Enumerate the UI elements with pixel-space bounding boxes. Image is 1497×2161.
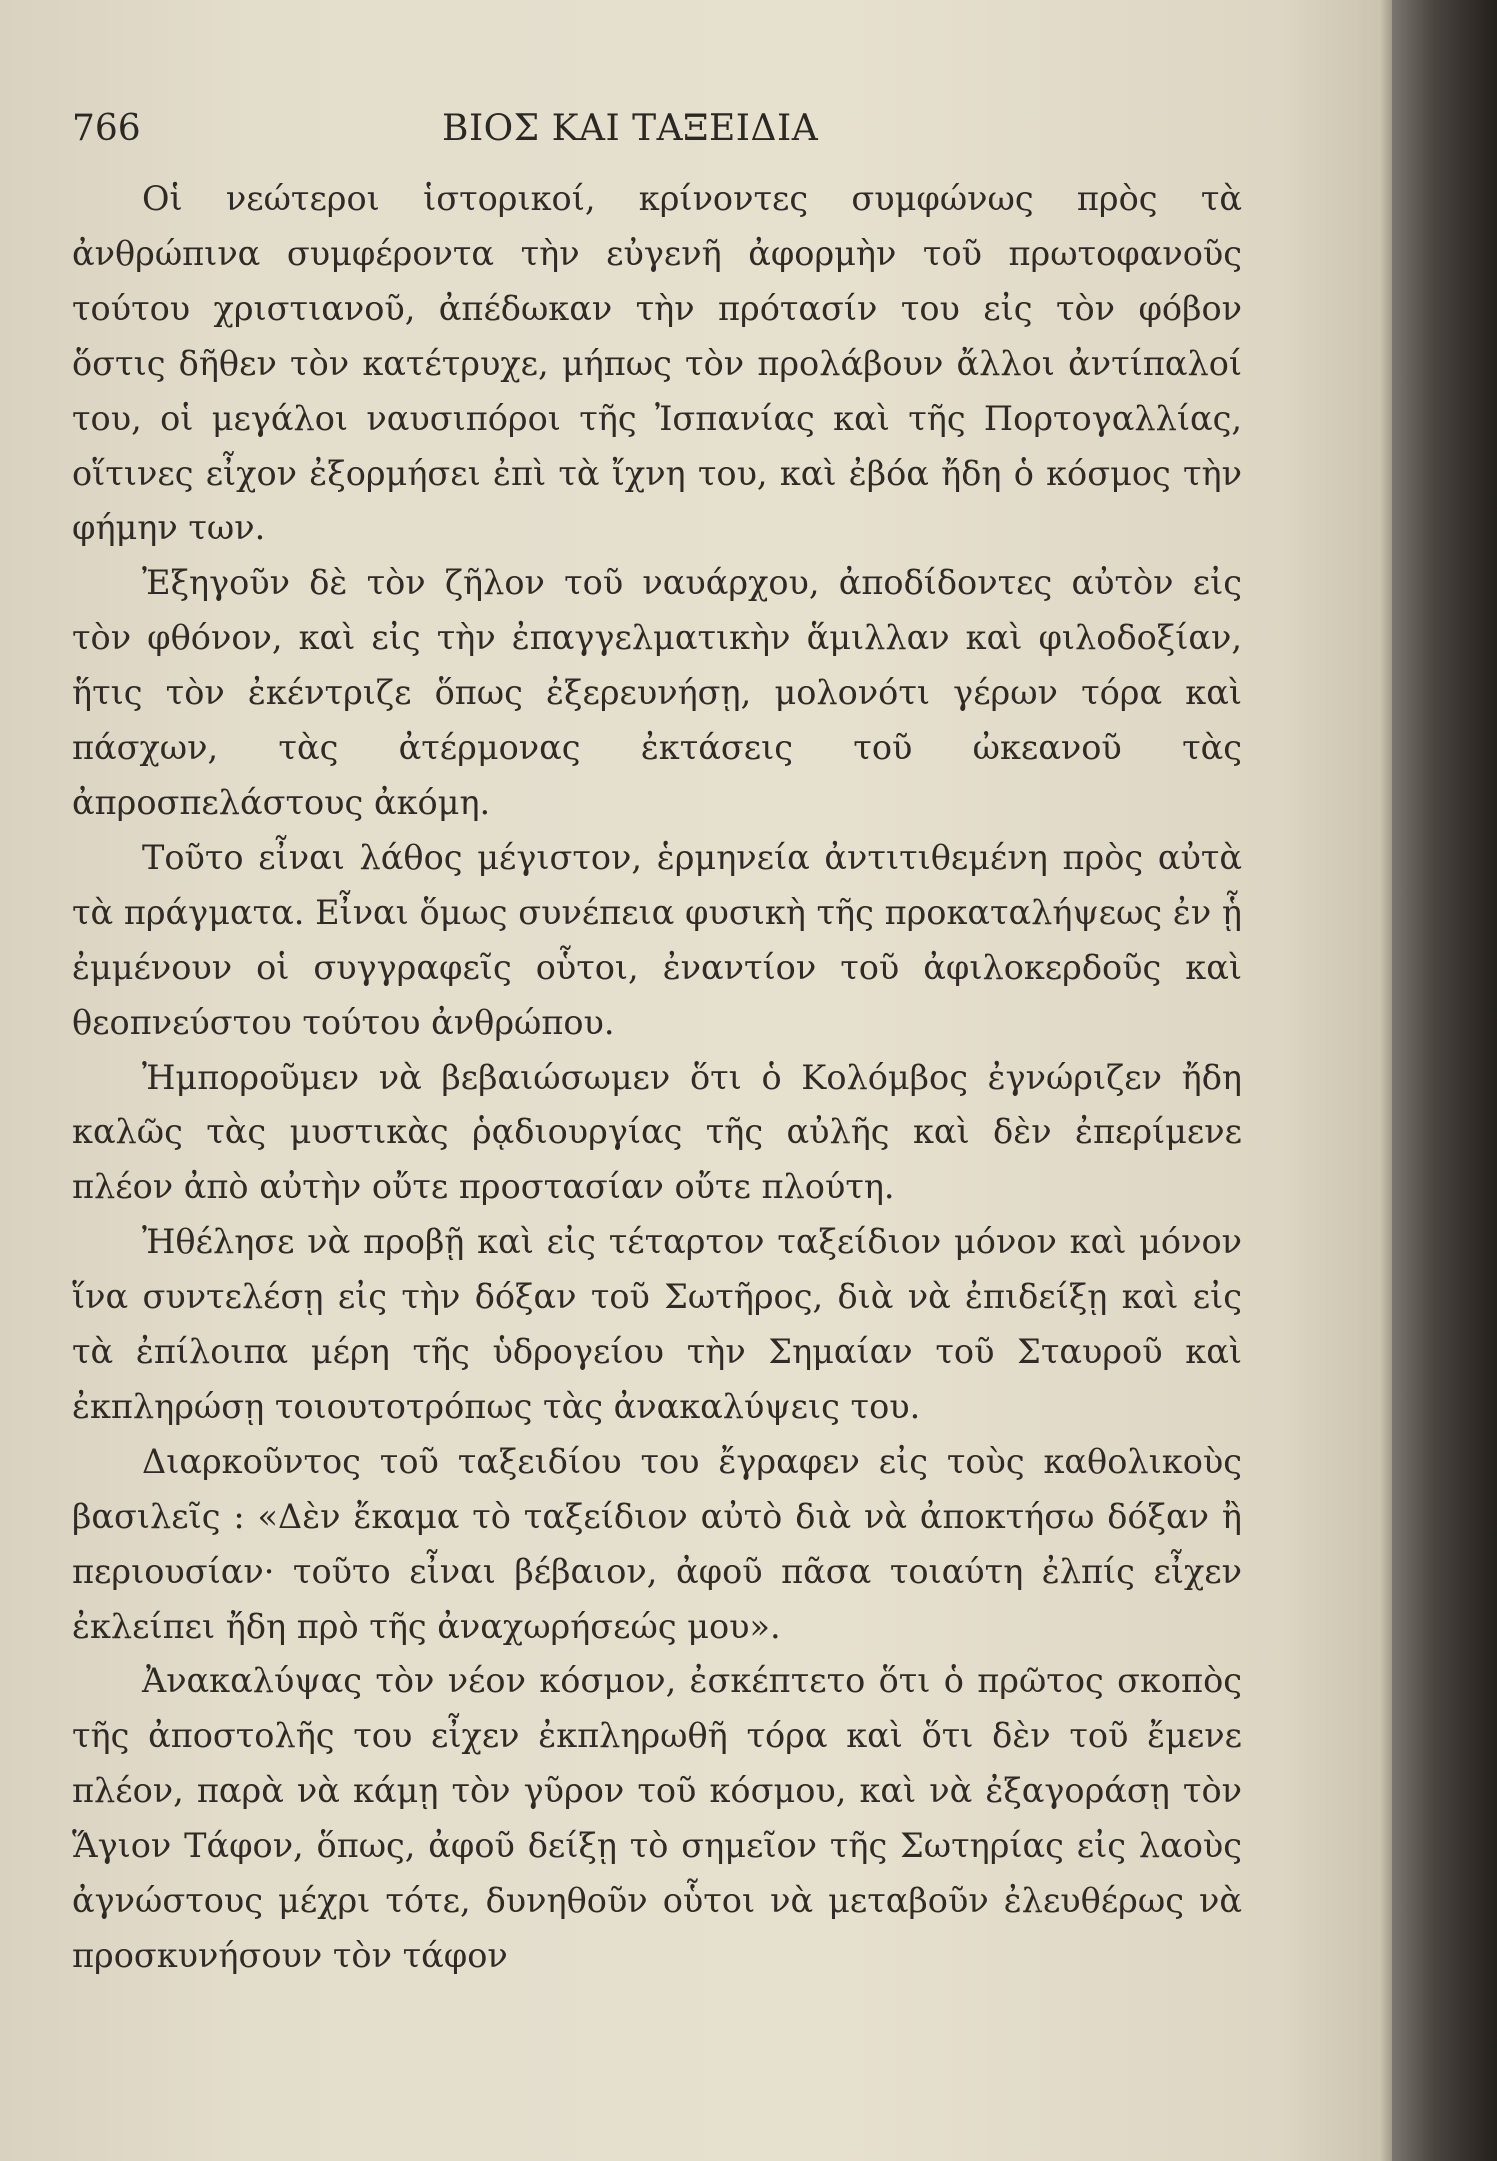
paragraph-3: Τοῦτο εἶναι λάθος μέγιστον, ἑρμηνεία ἀντιτιθεμένη πρὸς αὐτὰ τὰ πράγματα. Εἶναι ὅμως συνέπεια φυσικὴ τῆς προκαταλήψεως ἐν ᾗ ἐμμένουν οἱ συγγραφεῖς οὗτοι, ἐναντίον τοῦ ἀφιλοκερδοῦς καὶ θεοπνεύστου τούτου ἀνθρώπου. [72,837,1242,1042]
paragraph-7: Ἀνακαλύψας τὸν νέον κόσμον, ἐσκέπτετο ὅτι ὁ πρῶτος σκοπὸς τῆς ἀποστολῆς του εἶχεν ἐκπληρωθῆ τόρα καὶ ὅτι δὲν τοῦ ἔμενε πλέον, παρὰ νὰ κάμῃ τὸν γῦρον τοῦ κόσμου, καὶ νὰ ἐξαγοράσῃ τὸν Ἅγιον Τάφον, ὅπως, ἀφοῦ δείξῃ τὸ σημεῖον τῆς Σωτηρίας εἰς λαοὺς ἀγνώστους μέχρι τότε, δυνηθοῦν οὗτοι νὰ μεταβοῦν ἐλευθέρως νὰ προσκυνήσουν τὸν τάφον [72,1661,1242,1975]
body-text [72,172,1242,1984]
paragraph-1: Οἱ νεώτεροι ἱστορικοί, κρίνοντες συμφώνως πρὸς τὰ ἀνθρώπινα συμφέροντα τὴν εὐγενῆ ἀφορμὴν τοῦ πρωτοφανοῦς τούτου χριστιανοῦ, ἀπέδωκαν τὴν πρότασίν του εἰς τὸν φόβον ὅστις δῆθεν τὸν κατέτρυχε, μήπως τὸν προλάβουν ἄλλοι ἀντίπαλοί του, οἱ μεγάλοι ναυσιπόροι τῆς Ἰσπανίας καὶ τῆς Πορτογαλλίας, οἵτινες εἶχον ἐξορμήσει ἐπὶ τὰ ἴχνη του, καὶ ἐβόα ἤδη ὁ κόσμος τὴν φήμην των. [72,179,1242,548]
running-title: ΒΙΟΣ ΚΑΙ ΤΑΞΕΙΔΙΑ [442,108,819,149]
paragraph-5: Ἠθέλησε νὰ προβῇ καὶ εἰς τέταρτον ταξείδιον μόνον καὶ μόνον ἵνα συντελέσῃ εἰς τὴν δόξαν τοῦ Σωτῆρος, διὰ νὰ ἐπιδείξῃ καὶ εἰς τὰ ἐπίλοιπα μέρη τῆς ὑδρογείου τὴν Σημαίαν τοῦ Σταυροῦ καὶ ἐκπληρώσῃ τοιουτοτρόπως τὰς ἀνακαλύψεις του. [72,1222,1242,1426]
page-number: 766 [72,108,141,149]
book-gutter-edge [1392,0,1497,2161]
paragraph-2: Ἐξηγοῦν δὲ τὸν ζῆλον τοῦ ναυάρχου, ἀποδίδοντες αὐτὸν εἰς τὸν φθόνον, καὶ εἰς τὴν ἐπαγγελματικὴν ἅμιλλαν καὶ φιλοδοξίαν, ἥτις τὸν ἐκέντριζε ὅπως ἐξερευνήσῃ, μολονότι γέρων τόρα καὶ πάσχων, τὰς ἀτέρμονας ἐκτάσεις τοῦ ὠκεανοῦ τὰς ἀπροσπελάστους ἀκόμη. [72,563,1242,822]
paragraph-6: Διαρκοῦντος τοῦ ταξειδίου του ἔγραφεν εἰς τοὺς καθολικοὺς βασιλεῖς : «Δὲν ἔκαμα τὸ ταξείδιον αὐτὸ διὰ νὰ ἀποκτήσω δόξαν ἢ περιουσίαν· τοῦτο εἶναι βέβαιον, ἀφοῦ πᾶσα τοιαύτη ἐλπίς εἶχεν ἐκλείπει ἤδη πρὸ τῆς ἀναχωρήσεώς μου». [72,1441,1242,1646]
paragraph-4: Ἠμποροῦμεν νὰ βεβαιώσωμεν ὅτι ὁ Κολόμβος ἐγνώριζεν ἤδη καλῶς τὰς μυστικὰς ῥᾳδιουργίας τῆς αὐλῆς καὶ δὲν ἐπερίμενε πλέον ἀπὸ αὐτὴν οὔτε προστασίαν οὔτε πλούτη. [72,1057,1242,1207]
page-edge-shadow [1380,0,1392,2161]
running-head [72,108,1232,158]
